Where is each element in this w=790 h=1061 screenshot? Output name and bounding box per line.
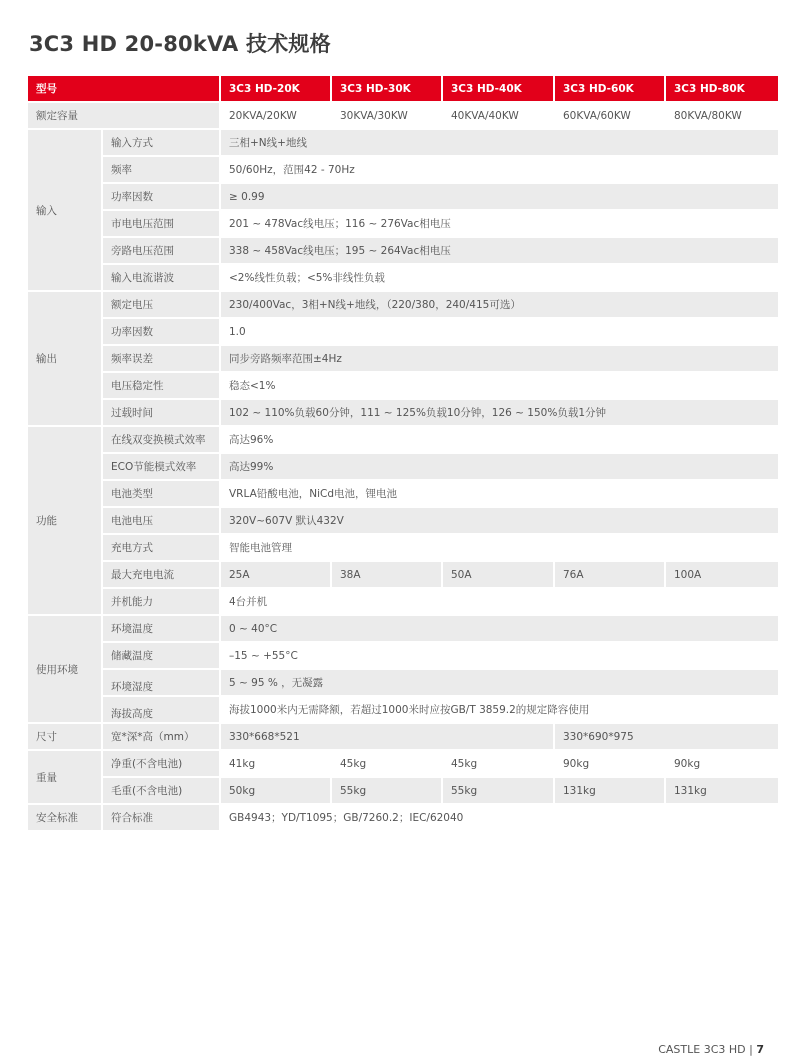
cell: 25A [221,562,330,587]
cell: VRLA铅酸电池，NiCd电池，锂电池 [221,481,778,506]
cell: 45kg [443,751,553,776]
cell: 海拔1000米内无需降额，若超过1000米时应按GB/T 3859.2的规定降容使用 [221,697,778,722]
cell: 100A [666,562,778,587]
row-label: 电池电压 [103,508,219,533]
table-row [28,562,778,587]
header-model: 3C3 HD-80K [666,76,778,101]
header-model: 3C3 HD-20K [221,76,330,101]
table-row [28,616,778,641]
table-row [28,643,778,668]
cell: 5 ~ 95 % ，无凝露 [221,670,778,695]
row-label: 在线双变换模式效率 [103,427,219,452]
cell: 131kg [555,778,664,803]
row-label: 并机能力 [103,589,219,614]
table-row [28,481,778,506]
table-row [28,238,778,263]
cell: 201 ~ 478Vac线电压；116 ~ 276Vac相电压 [221,211,778,236]
row-label: 额定容量 [28,103,219,128]
table-row [28,346,778,371]
row-label: 功率因数 [103,319,219,344]
group-label-safety: 安全标准 [28,805,101,830]
cell: 智能电池管理 [221,535,778,560]
cell: 338 ~ 458Vac线电压；195 ~ 264Vac相电压 [221,238,778,263]
row-label: 最大充电电流 [103,562,219,587]
table-row [28,157,778,182]
row-label: 毛重(不含电池) [103,778,219,803]
cell: 0 ~ 40°C [221,616,778,641]
cell: GB4943；YD/T1095；GB/7260.2；IEC/62040 [221,805,778,830]
row-label: 符合标准 [103,805,219,830]
cell: 50/60Hz，范围42 - 70Hz [221,157,778,182]
row-label: 频率 [103,157,219,182]
cell: 330*690*975 [555,724,778,749]
cell: 76A [555,562,664,587]
table-row [28,103,778,128]
table-row [28,751,778,776]
row-label: 电压稳定性 [103,373,219,398]
table-row [28,535,778,560]
cell: 40KVA/40KW [443,103,553,128]
table-row [28,724,778,749]
cell: 30KVA/30KW [332,103,441,128]
group-label-output: 输出 [28,292,101,425]
cell: 1.0 [221,319,778,344]
cell: 90kg [666,751,778,776]
table-row [28,265,778,290]
page-footer [658,1043,764,1056]
cell: 三相+N线+地线 [221,130,778,155]
table-row [28,454,778,479]
row-label: 充电方式 [103,535,219,560]
cell: 4台并机 [221,589,778,614]
header-model-label: 型号 [28,76,219,101]
row-label: 环境湿度 [103,670,219,695]
group-label-dimensions: 尺寸 [28,724,101,749]
cell: <2%线性负载；<5%非线性负载 [221,265,778,290]
header-model: 3C3 HD-30K [332,76,441,101]
row-label: 过载时间 [103,400,219,425]
cell: 55kg [332,778,441,803]
cell: ≥ 0.99 [221,184,778,209]
row-label: ECO节能模式效率 [103,454,219,479]
cell: –15 ~ +55°C [221,643,778,668]
spec-table [26,74,780,832]
table-row [28,400,778,425]
cell: 38A [332,562,441,587]
page-number: 7 [756,1043,764,1056]
row-label: 频率误差 [103,346,219,371]
table-row [28,778,778,803]
cell: 330*668*521 [221,724,553,749]
row-label: 市电电压范围 [103,211,219,236]
header-model: 3C3 HD-60K [555,76,664,101]
table-row [28,319,778,344]
cell: 55kg [443,778,553,803]
table-header-row [28,76,778,101]
header-model: 3C3 HD-40K [443,76,553,101]
cell: 50A [443,562,553,587]
row-label: 电池类型 [103,481,219,506]
table-row [28,373,778,398]
footer-separator: | [749,1043,753,1056]
cell: 稳态<1% [221,373,778,398]
row-label: 环境温度 [103,616,219,641]
group-label-environment: 使用环境 [28,616,101,722]
row-label: 储藏温度 [103,643,219,668]
row-label: 输入方式 [103,130,219,155]
row-label: 额定电压 [103,292,219,317]
cell: 45kg [332,751,441,776]
cell: 高达99% [221,454,778,479]
cell: 60KVA/60KW [555,103,664,128]
cell: 90kg [555,751,664,776]
cell: 320V~607V 默认432V [221,508,778,533]
cell: 50kg [221,778,330,803]
cell: 80KVA/80KW [666,103,778,128]
table-row [28,508,778,533]
group-label-input: 输入 [28,130,101,290]
cell: 230/400Vac，3相+N线+地线，（220/380，240/415可选） [221,292,778,317]
cell: 102 ~ 110%负载60分钟，111 ~ 125%负载10分钟，126 ~ 150%负载1分钟 [221,400,778,425]
cell: 131kg [666,778,778,803]
table-row [28,184,778,209]
cell: 41kg [221,751,330,776]
group-label-weight: 重量 [28,751,101,803]
row-label: 输入电流谐波 [103,265,219,290]
table-row [28,589,778,614]
cell: 20KVA/20KW [221,103,330,128]
footer-brand: CASTLE 3C3 HD [658,1043,746,1056]
table-row [28,697,778,722]
table-row [28,670,778,695]
row-label: 宽*深*高（mm） [103,724,219,749]
cell: 同步旁路频率范围±4Hz [221,346,778,371]
table-row [28,427,778,452]
table-row [28,805,778,830]
row-label: 功率因数 [103,184,219,209]
row-label: 净重(不含电池) [103,751,219,776]
row-label: 旁路电压范围 [103,238,219,263]
group-label-function: 功能 [28,427,101,614]
table-row [28,130,778,155]
table-row [28,292,778,317]
page-title: 3C3 HD 20-80kVA 技术规格 [29,32,331,56]
table-row [28,211,778,236]
row-label: 海拔高度 [103,697,219,722]
cell: 高达96% [221,427,778,452]
